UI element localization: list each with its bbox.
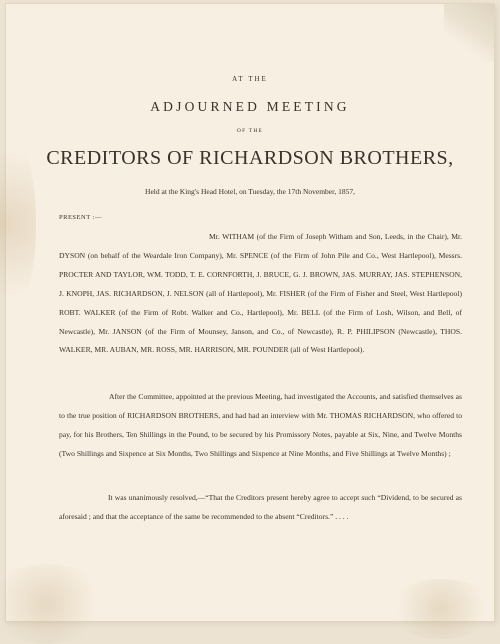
present-label: PRESENT :— — [59, 214, 102, 221]
header-of-the: OF THE — [236, 128, 264, 134]
attendees-paragraph: Mr. WITHAM (of the Firm of Joseph Witham and Son, Leeds, in the Chair), Mr. DYSON (on behalf of the Weardale Iron Company), Mr. SPENCE (of the Firm of John Pile and Co., West Hartlepool), Messrs. PROCTER AND TAYLOR, WM. TODD, T. E. CORNFORTH, J. BRUCE, G. J. BROWN, JAS. MURRAY, JAS. STEPHENSON, J. KNOPH, JAS. RICHARDSON, J. NELSON (all of Hartlepool), Mr. FISHER (of the Firm of Fisher and Steel, West Hartlepool) ROBT. WALKER (of the Firm of Robt. Walker and Co., Hartlepool), Mr. BELL (of the Firm of Losh, Wilson, and Bell, of Newcastle), Mr. JANSON (of the Firm of Mounsey, Janson, and Co., of Newcastle), R. P. PHILIPSON (Newcastle), THOS. WALKER, MR. AUBAN, MR. ROSS, MR. HARRISON, MR. POUNDER (all of West Hartlepool). — [59, 232, 462, 355]
meeting-location-date: Held at the King's Head Hotel, on Tuesday, the 17th November, 1857, — [145, 187, 355, 196]
paper-stain — [386, 579, 496, 639]
folded-corner — [444, 4, 494, 62]
document-page — [6, 4, 494, 621]
resolution-paragraph: It was unanimously resolved,—“That the Creditors present hereby agree to accept such “Dividend, to be secured as aforesaid ; and that the acceptance of the same be recommended to the absent “Creditors.” . . . . — [59, 493, 462, 521]
title-creditors: CREDITORS OF RICHARDSON BROTHERS, — [46, 147, 454, 169]
header-at-the: AT THE — [232, 75, 268, 83]
committee-paragraph: After the Committee, appointed at the previous Meeting, had investigated the Accounts, and satisfied themselves as to the true position of RICHARDSON BROTHERS, and had had an interview with Mr. THOMAS RICHARDSON, who offered to pay, for his Brothers, Ten Shillings in the Pound, to be secured by his Promissory Notes, payable at Six, Nine, and Twelve Months (Two Shillings and Sixpence at Six Months, Two Shillings and Sixpence at Nine Months, and Five Shillings at Twelve Months) ; — [59, 392, 462, 458]
paper-stain — [0, 564, 106, 644]
title-adjourned-meeting: ADJOURNED MEETING — [150, 99, 350, 114]
